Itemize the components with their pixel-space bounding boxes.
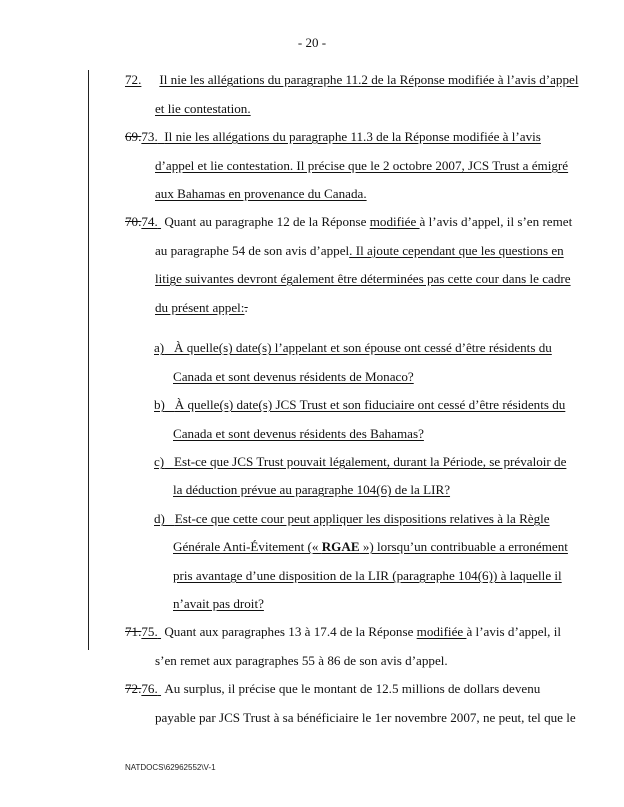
paragraph-number: 73. bbox=[141, 129, 158, 144]
deleted-text: . bbox=[244, 300, 248, 315]
paragraph-text: et lie contestation. bbox=[155, 101, 251, 116]
paragraph-text: à l’avis d’appel, il s’en remet bbox=[419, 214, 573, 229]
paragraph-number: 75. bbox=[141, 624, 158, 639]
item-label: d) bbox=[154, 511, 165, 526]
inserted-text: modifiée bbox=[369, 214, 420, 229]
item-text: À quelle(s) date(s) l’appelant et son épouse ont cessé d’être résidents du bbox=[174, 340, 552, 355]
paragraph-76-line-2 bbox=[155, 710, 576, 726]
deleted-paragraph-number: 71. bbox=[125, 624, 142, 639]
item-text: ») lorsqu’un contribuable a erronément bbox=[359, 539, 568, 554]
paragraph-74-line-3 bbox=[155, 271, 571, 287]
document-id-footer: NATDOCS\62962552\V-1 bbox=[125, 763, 216, 772]
paragraph-number: 74. bbox=[141, 214, 158, 229]
paragraph-74-line-1 bbox=[125, 214, 572, 230]
deleted-paragraph-number: 70. bbox=[125, 214, 142, 229]
item-text: la déduction prévue au paragraphe 104(6) de la LIR? bbox=[173, 482, 451, 497]
inserted-text: du présent appel: bbox=[155, 300, 245, 315]
deleted-paragraph-number: 72. bbox=[125, 681, 142, 696]
defined-term: RGAE bbox=[321, 539, 360, 554]
deleted-paragraph-number: 69. bbox=[125, 129, 142, 144]
inserted-text: . Il ajoute cependant que les questions en bbox=[349, 243, 564, 258]
paragraph-text: Quant aux paragraphes 13 à 17.4 de la Réponse bbox=[164, 624, 417, 639]
paragraph-number: 76. bbox=[141, 681, 158, 696]
item-label: a) bbox=[154, 340, 165, 355]
item-text: Canada et sont devenus résidents des Bahamas? bbox=[173, 426, 424, 441]
paragraph-74-line-2 bbox=[155, 243, 564, 259]
paragraph-text: Il nie les allégations du paragraphe 11.3 de la Réponse modifiée à l’avis bbox=[164, 129, 541, 144]
item-d-line-2 bbox=[173, 539, 568, 555]
item-d-line-3 bbox=[173, 568, 562, 584]
paragraph-76-line-1 bbox=[125, 681, 540, 697]
paragraph-74-line-4 bbox=[155, 300, 248, 316]
paragraph-73-line-3 bbox=[155, 186, 367, 202]
revision-change-bar bbox=[88, 70, 89, 650]
item-label: c) bbox=[154, 454, 165, 469]
paragraph-72-line-1 bbox=[125, 72, 578, 88]
item-c-line-2 bbox=[173, 482, 450, 498]
paragraph-text: s’en remet aux paragraphes 55 à 86 de son avis d’appel. bbox=[155, 653, 448, 668]
item-d-line-1 bbox=[154, 511, 550, 527]
item-text: pris avantage d’une disposition de la LIR (paragraphe 104(6)) à laquelle il bbox=[173, 568, 562, 583]
paragraph-text: à l’avis d’appel, il bbox=[466, 624, 562, 639]
item-text: Générale Anti-Évitement (« bbox=[173, 539, 322, 554]
paragraph-text: aux Bahamas en provenance du Canada. bbox=[155, 186, 367, 201]
item-text: À quelle(s) date(s) JCS Trust et son fiduciaire ont cessé d’être résidents du bbox=[174, 397, 566, 412]
item-b-line-1 bbox=[154, 397, 565, 413]
item-d-line-4 bbox=[173, 596, 264, 612]
paragraph-text: d’appel et lie contestation. Il précise que le 2 octobre 2007, JCS Trust a émigré bbox=[155, 158, 569, 173]
item-a-line-2 bbox=[173, 369, 414, 385]
paragraph-text: payable par JCS Trust à sa bénéficiaire le 1er novembre 2007, ne peut, tel que le bbox=[155, 710, 576, 725]
paragraph-text: Il nie les allégations du paragraphe 11.2 de la Réponse modifiée à l’avis d’appel bbox=[159, 72, 579, 87]
paragraph-text: Quant au paragraphe 12 de la Réponse bbox=[164, 214, 370, 229]
page-number: - 20 - bbox=[297, 35, 327, 50]
paragraph-75-line-1 bbox=[125, 624, 561, 640]
inserted-text: modifiée bbox=[416, 624, 467, 639]
paragraph-text: Au surplus, il précise que le montant de 12.5 millions de dollars devenu bbox=[164, 681, 541, 696]
paragraph-text: au paragraphe 54 de son avis d’appel bbox=[155, 243, 350, 258]
paragraph-72-line-2 bbox=[155, 101, 251, 117]
item-c-line-1 bbox=[154, 454, 566, 470]
paragraph-73-line-2 bbox=[155, 158, 568, 174]
paragraph-number: 72. bbox=[125, 72, 142, 87]
item-label: b) bbox=[154, 397, 165, 412]
item-a-line-1 bbox=[154, 340, 552, 356]
paragraph-73-line-1 bbox=[125, 129, 541, 145]
item-text: Est-ce que JCS Trust pouvait légalement, durant la Période, se prévaloir de bbox=[174, 454, 567, 469]
paragraph-75-line-2 bbox=[155, 653, 448, 669]
inserted-text: litige suivantes devront également être déterminées pas cette cour dans le cadre bbox=[155, 271, 571, 286]
item-b-line-2 bbox=[173, 426, 424, 442]
item-text: n’avait pas droit? bbox=[173, 596, 264, 611]
item-text: Est-ce que cette cour peut appliquer les dispositions relatives à la Règle bbox=[174, 511, 550, 526]
item-text: Canada et sont devenus résidents de Monaco? bbox=[173, 369, 414, 384]
